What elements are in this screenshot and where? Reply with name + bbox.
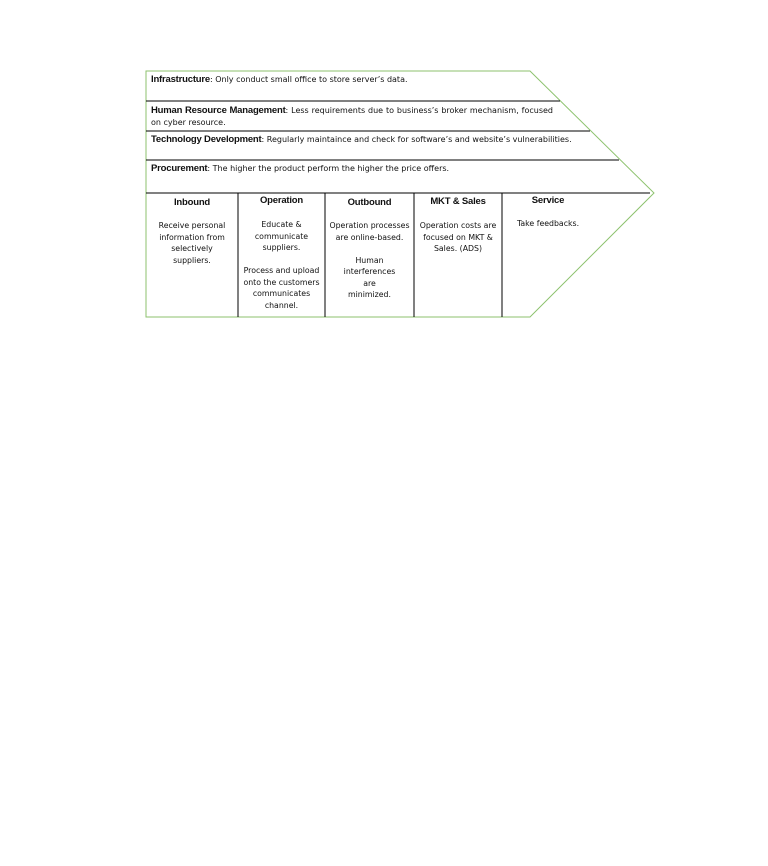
support-label: Procurement xyxy=(151,163,208,174)
support-label: Technology Development xyxy=(151,134,262,145)
support-procurement xyxy=(151,163,611,175)
support-text: Only conduct small office to store server’s data. xyxy=(215,75,408,84)
primary-paragraph: Operation costs are focused on MKT & Sales. (ADS) xyxy=(419,221,497,253)
primary-title-outbound: Outbound xyxy=(347,197,392,208)
primary-body-outbound xyxy=(326,220,413,301)
support-separator: : xyxy=(209,75,216,84)
primary-paragraph: Educate & communicate suppliers. xyxy=(254,220,309,252)
primary-paragraph: Take feedbacks. xyxy=(516,219,580,228)
primary-title-mkt-sales: MKT & Sales xyxy=(430,196,486,207)
support-text: The higher the product perform the higher the price offers. xyxy=(212,164,450,173)
primary-title-inbound: Inbound xyxy=(173,197,211,208)
support-label: Infrastructure xyxy=(151,74,210,85)
support-label: Human Resource Management xyxy=(151,105,286,116)
support-separator: : xyxy=(285,106,292,115)
primary-paragraph: Human interferences are minimized. xyxy=(343,255,396,299)
primary-body-mkt-sales xyxy=(417,220,499,255)
support-human-resource-management xyxy=(151,105,553,129)
primary-paragraph: Receive personal information from selectively suppliers. xyxy=(158,221,226,265)
support-separator: : xyxy=(207,164,213,173)
primary-body-operation xyxy=(241,219,322,311)
support-text: Less requirements due to business’s broker mechanism, focused on cyber resource. xyxy=(151,106,553,127)
support-infrastructure xyxy=(151,74,531,86)
primary-paragraph: Operation processes are online-based. xyxy=(329,221,410,242)
support-separator: : xyxy=(261,135,267,144)
support-text: Regularly maintaince and check for software’s and website’s vulnerabilities. xyxy=(266,135,572,144)
support-technology-development xyxy=(151,134,581,146)
primary-title-service: Service xyxy=(531,195,565,206)
primary-paragraph: Process and upload onto the customers communicates channel. xyxy=(243,266,320,310)
primary-title-operation: Operation xyxy=(259,195,304,206)
primary-body-inbound xyxy=(152,220,232,266)
primary-body-service xyxy=(504,218,592,230)
